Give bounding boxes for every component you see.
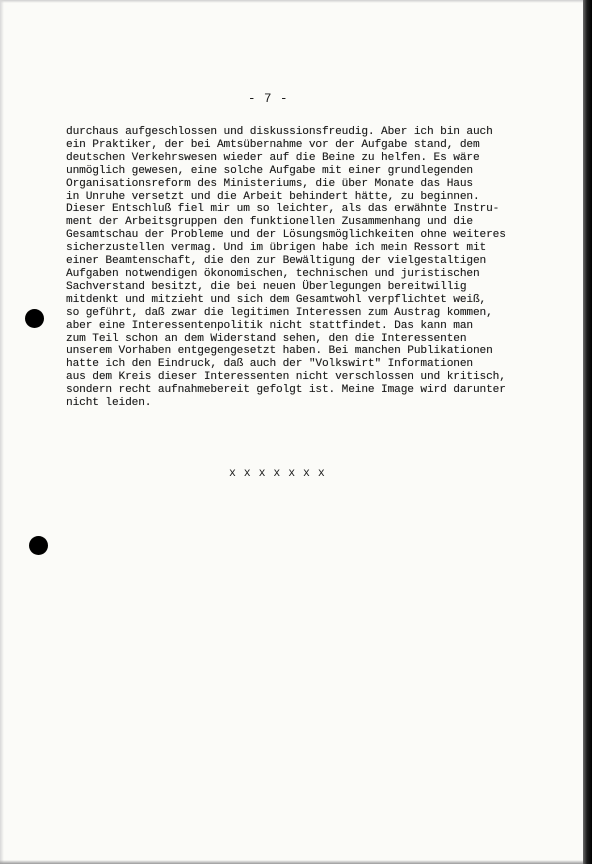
text-line: Aufgaben notwendigen ökonomischen, technischen und juristischen bbox=[66, 267, 480, 280]
text-line: mitdenkt und mitzieht und sich dem Gesamtwohl verpflichtet weiß, bbox=[66, 293, 487, 306]
punch-hole-lower bbox=[29, 536, 48, 555]
text-line: unmöglich gewesen, eine solche Aufgabe mit einer grundlegenden bbox=[66, 164, 473, 177]
scan-edge-left bbox=[0, 0, 4, 864]
text-line: so geführt, daß zwar die legitimen Interessen zum Austrag kommen, bbox=[66, 306, 493, 319]
text-line: Gesamtschau der Probleme und der Lösungsmöglichkeiten ohne weiteres bbox=[66, 229, 506, 242]
text-line: in Unruhe versetzt und die Arbeit behindert hätte, zu beginnen. bbox=[66, 190, 480, 203]
scan-edge-bottom bbox=[0, 860, 592, 864]
body-text bbox=[66, 126, 546, 410]
text-line: Dieser Entschluß fiel mir um so leichter, als das erwähnte Instru- bbox=[66, 203, 500, 216]
scan-edge-right bbox=[583, 0, 592, 864]
scan-edge-top bbox=[0, 0, 592, 3]
end-mark: x x x x x x x bbox=[229, 467, 326, 480]
text-line: unserem Vorhaben entgegengesetzt haben. Bei manchen Publikationen bbox=[66, 345, 493, 358]
text-line: aus dem Kreis dieser Interessenten nicht verschlossen und kritisch, bbox=[66, 371, 506, 384]
text-line: zum Teil schon an dem Widerstand sehen, den die Interessenten bbox=[66, 332, 467, 345]
text-line: aber eine Interessentenpolitik nicht stattfindet. Das kann man bbox=[66, 319, 473, 332]
punch-hole-upper bbox=[25, 309, 44, 328]
text-line: ment der Arbeitsgruppen den funktionellen Zusammenhang und die bbox=[66, 216, 473, 229]
text-line: durchaus aufgeschlossen und diskussionsfreudig. Aber ich bin auch bbox=[66, 126, 493, 138]
text-line: sicherzustellen vermag. Und im übrigen habe ich mein Ressort mit bbox=[66, 242, 487, 255]
text-line: deutschen Verkehrswesen wieder auf die Beine zu helfen. Es wäre bbox=[66, 151, 480, 164]
text-line: hatte ich den Eindruck, daß auch der "Volkswirt" Informationen bbox=[66, 358, 473, 371]
text-line: Sachverstand besitzt, die bei neuen Überlegungen bereitwillig bbox=[66, 280, 467, 293]
page-number: - 7 - bbox=[247, 92, 288, 106]
text-line: nicht leiden. bbox=[66, 397, 152, 410]
text-line: sondern recht aufnahmebereit gefolgt ist. Meine Image wird darunter bbox=[66, 384, 506, 397]
text-line: Organisationsreform des Ministeriums, die über Monate das Haus bbox=[66, 177, 473, 190]
text-line: ein Praktiker, der bei Amtsübernahme vor der Aufgabe stand, dem bbox=[66, 138, 480, 151]
text-line: einer Beamtenschaft, die den zur Bewältigung der vielgestaltigen bbox=[66, 255, 487, 268]
